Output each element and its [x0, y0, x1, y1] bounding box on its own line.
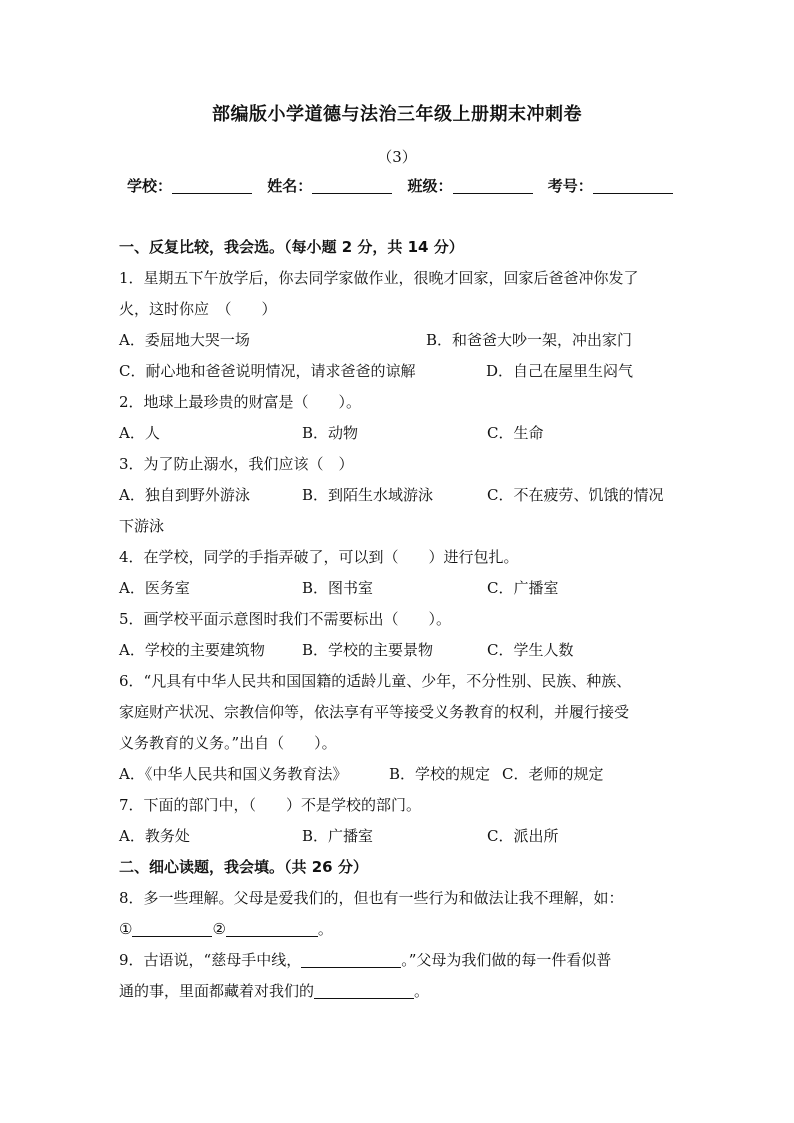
q5-options	[119, 635, 679, 666]
q2-option-c[interactable]: C．生命	[487, 424, 544, 442]
school-field	[127, 175, 262, 196]
q1-stem-line1: 1．星期五下午放学后，你去同学家做作业，很晚才回家，回家后爸爸冲你发了	[119, 269, 639, 287]
q3-stem: 3．为了防止溺水，我们应该（ ）	[119, 455, 354, 473]
q1-option-d[interactable]: D．自己在屋里生闷气	[486, 362, 634, 380]
class-label: 班级：	[407, 177, 453, 195]
q8-mark-1: ①	[119, 920, 133, 938]
q2-options	[119, 418, 679, 449]
q9-line2	[119, 976, 679, 1007]
name-blank[interactable]	[312, 179, 392, 194]
q1-options-row2	[119, 356, 679, 387]
q8-stem: 8．多一些理解。父母是爱我们的，但也有一些行为和做法让我不理解，如：	[119, 889, 624, 907]
q7-option-c[interactable]: C．派出所	[487, 827, 559, 845]
q5-option-c[interactable]: C．学生人数	[487, 641, 574, 659]
q3-option-c-continued: 下游泳	[119, 517, 165, 535]
page-title: 部编版小学道德与法治三年级上册期末冲刺卷	[212, 104, 582, 125]
q3-options	[119, 480, 679, 511]
q8-blanks-line	[119, 914, 679, 945]
q1-options-row1	[119, 325, 679, 356]
q1-stem-line2: 火，这时你应 （ ）	[119, 300, 277, 318]
exam-number-label: 考号：	[547, 177, 593, 195]
exam-content	[119, 232, 679, 1007]
q5-stem: 5．画学校平面示意图时我们不需要标出（ ）。	[119, 610, 452, 628]
q9-part-3: 通的事，里面都藏着对我们的	[119, 982, 315, 1000]
q4-options	[119, 573, 679, 604]
q6-option-a[interactable]: A．《中华人民共和国义务教育法》	[119, 765, 348, 783]
q3-option-b[interactable]: B．到陌生水域游泳	[302, 486, 434, 504]
page-subtitle: （3）	[377, 148, 417, 166]
class-field	[408, 175, 543, 196]
student-info-row	[127, 175, 672, 196]
q6-option-c[interactable]: C．老师的规定	[502, 765, 604, 783]
q8-mark-2: ②	[212, 920, 226, 938]
q9-line1	[119, 945, 679, 976]
q7-stem: 7．下面的部门中，（ ）不是学校的部门。	[119, 796, 422, 814]
q4-stem: 4．在学校，同学的手指弄破了，可以到（ ）进行包扎。	[119, 548, 519, 566]
q4-option-b[interactable]: B．图书室	[302, 579, 374, 597]
exam-number-blank[interactable]	[593, 179, 673, 194]
school-blank[interactable]	[172, 179, 252, 194]
section-heading-1: 一、反复比较，我会选。（每小题 2 分，共 14 分）	[119, 238, 464, 256]
q9-part-1: 9．古语说，“慈母手中线，	[119, 951, 302, 969]
q3-option-c[interactable]: C．不在疲劳、饥饿的情况	[487, 486, 664, 504]
q2-option-a[interactable]: A．人	[119, 424, 160, 442]
q9-blank-1[interactable]	[301, 952, 401, 968]
exam-number-field	[548, 175, 673, 196]
school-label: 学校：	[127, 177, 173, 195]
name-field	[267, 175, 402, 196]
q1-option-b[interactable]: B．和爸爸大吵一架，冲出家门	[426, 331, 633, 349]
q6-stem-line2: 家庭财产状况、宗教信仰等，依法享有平等接受义务教育的权利，并履行接受	[119, 703, 630, 721]
q9-part-2: 。”父母为我们做的每一件看似普	[401, 951, 612, 969]
q3-option-a[interactable]: A．独自到野外游泳	[119, 486, 250, 504]
q8-blank-1[interactable]	[132, 921, 212, 937]
q8-end: 。	[317, 920, 333, 938]
q8-blank-2[interactable]	[226, 921, 318, 937]
class-blank[interactable]	[453, 179, 533, 194]
q4-option-c[interactable]: C．广播室	[487, 579, 559, 597]
q6-stem-line3: 义务教育的义务。”出自（ ）。	[119, 734, 337, 752]
q6-option-b[interactable]: B．学校的规定	[389, 765, 491, 783]
q2-option-b[interactable]: B．动物	[302, 424, 359, 442]
q7-option-b[interactable]: B．广播室	[302, 827, 374, 845]
q9-part-4: 。	[414, 982, 430, 1000]
q4-option-a[interactable]: A．医务室	[119, 579, 190, 597]
q5-option-b[interactable]: B．学校的主要景物	[302, 641, 434, 659]
name-label: 姓名：	[267, 177, 313, 195]
q7-option-a[interactable]: A．教务处	[119, 827, 190, 845]
q7-options	[119, 821, 679, 852]
q2-stem: 2．地球上最珍贵的财富是（ ）。	[119, 393, 362, 411]
q6-options	[119, 759, 679, 790]
section-heading-2: 二、细心读题，我会填。（共 26 分）	[119, 858, 368, 876]
q1-option-c[interactable]: C．耐心地和爸爸说明情况，请求爸爸的谅解	[119, 362, 416, 380]
q5-option-a[interactable]: A．学校的主要建筑物	[119, 641, 265, 659]
q6-stem-line1: 6．“凡具有中华人民共和国国籍的适龄儿童、少年，不分性别、民族、种族、	[119, 672, 632, 690]
q1-option-a[interactable]: A．委屈地大哭一场	[119, 331, 250, 349]
q9-blank-2[interactable]	[314, 983, 414, 999]
